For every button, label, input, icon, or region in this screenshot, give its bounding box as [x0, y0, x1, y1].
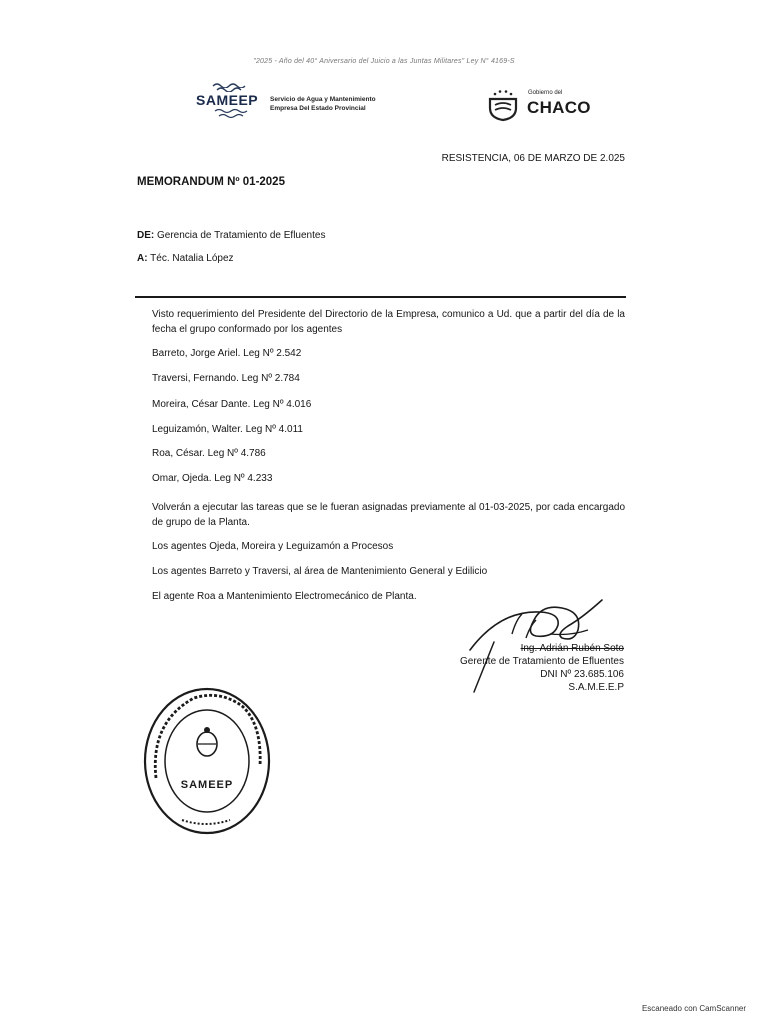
sameep-logo-text: SAMEEP [196, 92, 259, 108]
header-motto: "2025 - Año del 40° Aniversario del Juicio a las Juntas Militares" Ley N° 4169-S [253, 58, 515, 65]
to-label: A: [137, 253, 148, 264]
agent-item: Leguizamón, Walter. Leg Nº 4.011 [152, 424, 303, 435]
official-seal [142, 686, 272, 836]
signatory-org: S.A.M.E.E.P [568, 682, 624, 693]
agent-item: Omar, Ojeda. Leg Nº 4.233 [152, 473, 273, 484]
agent-item: Traversi, Fernando. Leg Nº 2.784 [152, 373, 300, 384]
agent-item: Roa, César. Leg Nº 4.786 [152, 448, 266, 459]
from-label: DE: [137, 230, 155, 241]
assignment-line: Los agentes Barreto y Traversi, al área de Mantenimiento General y Edilicio [152, 566, 488, 577]
agent-item: Moreira, César Dante. Leg Nº 4.016 [152, 399, 312, 410]
to-line [137, 253, 234, 264]
sameep-subtitle-line: Servicio de Agua y Mantenimiento [270, 96, 376, 103]
sameep-subtitle [270, 95, 376, 113]
to-value: Téc. Natalia López [150, 253, 234, 264]
assignment-line: Los agentes Ojeda, Moreira y Leguizamón a Procesos [152, 541, 394, 552]
chaco-logo-text: CHACO [527, 98, 591, 117]
from-value: Gerencia de Tratamiento de Efluentes [157, 230, 326, 241]
intro-paragraph: Visto requerimiento del Presidente del Directorio de la Empresa, comunico a Ud. que a partir del día de la fecha el grupo conformado por los agentes [152, 309, 625, 335]
signatory-title: Gerente de Tratamiento de Efluentes [460, 656, 624, 667]
scanner-watermark: Escaneado con CamScanner [641, 1004, 746, 1013]
memo-date: RESISTENCIA, 06 DE MARZO DE 2.025 [441, 153, 625, 164]
from-line [137, 230, 325, 241]
signatory-name: Ing. Adrián Rubén Soto [520, 643, 624, 654]
assignment-paragraph: Volverán a ejecutar las tareas que se le fueran asignadas previamente al 01-03-2025, por cada encargado de grupo de la Planta. [152, 502, 625, 528]
wave-icon [212, 113, 250, 119]
sameep-subtitle-line: Empresa Del Estado Provincial [270, 105, 366, 112]
chaco-logo [486, 84, 616, 124]
chaco-emblem-icon [486, 88, 520, 122]
chaco-gobierno-label: Gobierno del [528, 90, 563, 96]
agent-item: Barreto, Jorge Ariel. Leg Nº 2.542 [152, 348, 302, 359]
signatory-dni: DNI Nº 23.685.106 [540, 669, 624, 680]
assignment-line: El agente Roa a Mantenimiento Electromecánico de Planta. [152, 591, 417, 602]
sameep-logo [196, 82, 266, 120]
memo-title: MEMORANDUM Nº 01-2025 [137, 176, 285, 188]
divider [135, 296, 626, 298]
seal-center-text: SAMEEP [180, 779, 234, 791]
